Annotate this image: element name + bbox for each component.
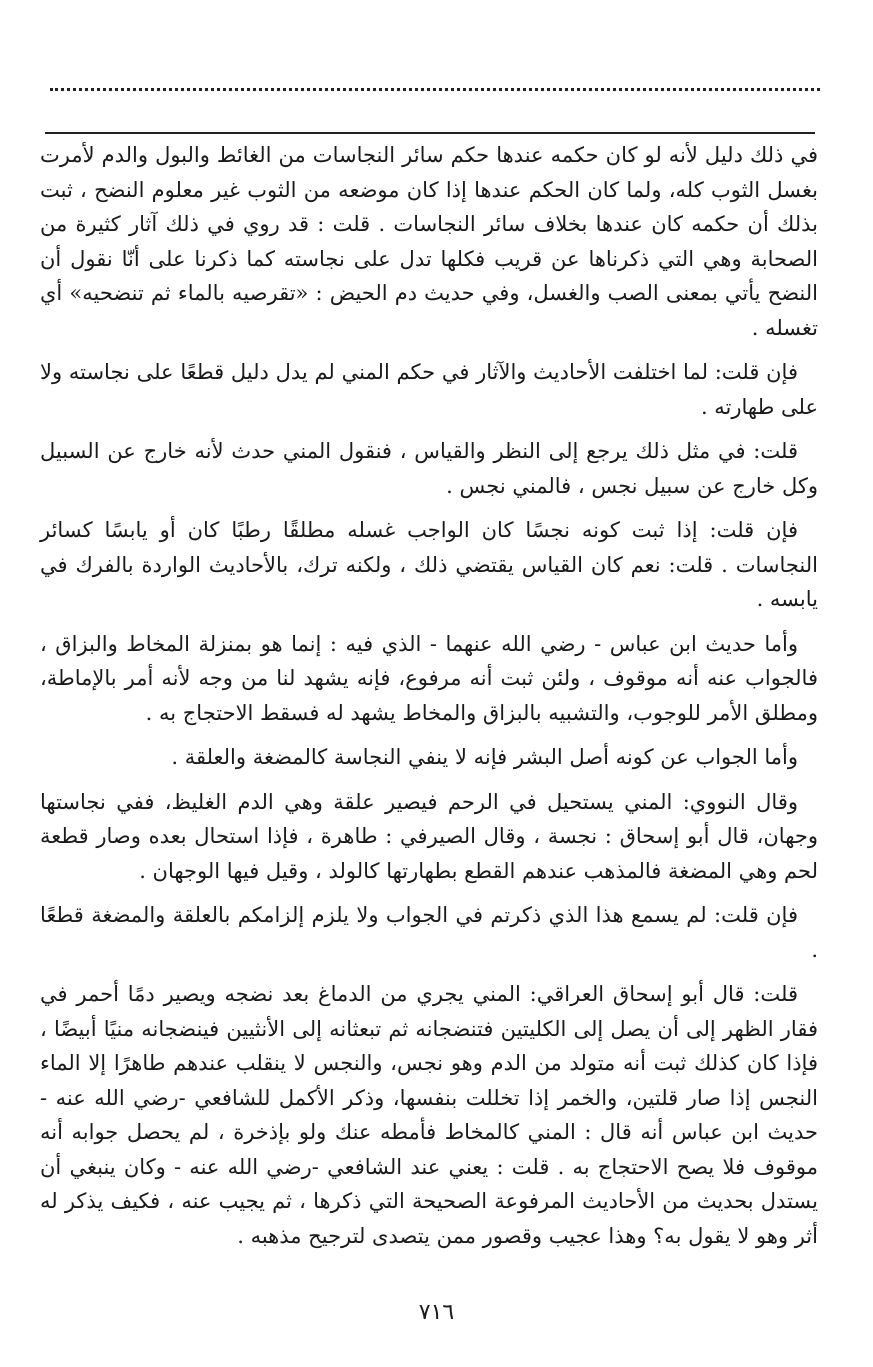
paragraph-3: قلت: في مثل ذلك يرجع إلى النظر والقياس ، فنقول المني حدث لأنه خارج عن السبيل وكل خارج عن سبيل نجس ، فالمني نجس . <box>40 439 818 498</box>
paragraph-9: قلت: قال أبو إسحاق العراقي: المني يجري من الدماغ بعد نضجه ويصير دمًا أحمر في فقار الظهر إلى أن يصل إلى الكليتين فتنضجانه ثم تبعثانه إلى الأنثيين فينضجانه منيًا أبيضًا ، فإذا كان كذلك ثبت أنه متولد من الدم وهو نجس، والنجس لا ينقلب عندهم طاهرًا إلا الماء النجس إذا صار قلتين، والخمر إذا تخللت بنفسها، وذكر الأكمل للشافعي -رضي الله عنه - حديث ابن عباس أنه قال : المني كالمخاط فأمطه عنك ولو بإذخرة ، لم يحصل جوابه أنه موقوف فلا يصح الاحتجاج به . قلت : يعني عند الشافعي -رضي الله عنه - وكان ينبغي أن يستدل بحديث من الأحاديث المرفوعة الصحيحة التي ذكرها ، ثم يجيب عنه ، فكيف يذكر له أثر وهو لا يقول به؟ وهذا عجيب وقصور ممن يتصدى لترجيح مذهبه . <box>40 982 818 1248</box>
paragraph-5: وأما حديث ابن عباس - رضي الله عنهما - الذي فيه : إنما هو بمنزلة المخاط والبزاق ، فالجواب عنه أنه موقوف ، ولئن ثبت أنه مرفوع، فإنه يشهد لنا من وجه لأنه أمر بالإماطة، ومطلق الأمر للوجوب، والتشبيه بالبزاق والمخاط يشهد له فسقط الاحتجاج به . <box>40 631 818 725</box>
header-dotted-separator <box>50 88 820 91</box>
body-text <box>40 138 818 1263</box>
page-number: ٧١٦ <box>418 1300 455 1325</box>
paragraph-2: فإن قلت: لما اختلفت الأحاديث والآثار في حكم المني لم يدل دليل قطعًا على نجاسته ولا على طهارته . <box>40 360 818 419</box>
paragraph-6: وأما الجواب عن كونه أصل البشر فإنه لا ينفي النجاسة كالمضغة والعلقة . <box>171 745 798 769</box>
paragraph-8: فإن قلت: لم يسمع هذا الذي ذكرتم في الجواب ولا يلزم إلزامكم بالعلقة والمضغة قطعًا . <box>40 903 818 962</box>
paragraph-1: في ذلك دليل لأنه لو كان حكمه عندها حكم سائر النجاسات من الغائط والبول والدم لأمرت بغسل الثوب كله، ولما كان الحكم عندها إذا كان موضعه من الثوب غير معلوم النضح ، ثبت بذلك أن حكمه كان عندها بخلاف سائر النجاسات . قلت : قد روي في ذلك آثار كثيرة من الصحابة وهي التي ذكرناها عن قريب فكلها تدل على نجاسته كما ذكرنا على أنّا نقول أن النضح يأتي بمعنى الصب والغسل، وفي حديث دم الحيض : «تقرصيه بالماء ثم تنضحيه» أي تغسله . <box>40 143 818 340</box>
paragraph-7: وقال النووي: المني يستحيل في الرحم فيصير علقة وهي الدم الغليظ، ففي نجاستها وجهان، قال أبو إسحاق : نجسة ، وقال الصيرفي : طاهرة ، فإذا استحال بعده وصار قطعة لحم وهي المضغة فالمذهب عندهم القطع بطهارتها كالولد ، وقيل فيها الوجهان . <box>40 789 818 883</box>
paragraph-4: فإن قلت: إذا ثبت كونه نجسًا كان الواجب غسله مطلقًا رطبًا كان أو يابسًا كسائر النجاسات . قلت: نعم كان القياس يقتضي ذلك ، ولكنه ترك، بالأحاديث الواردة بالفرك في يابسه . <box>40 518 818 611</box>
header-rule <box>45 132 815 134</box>
